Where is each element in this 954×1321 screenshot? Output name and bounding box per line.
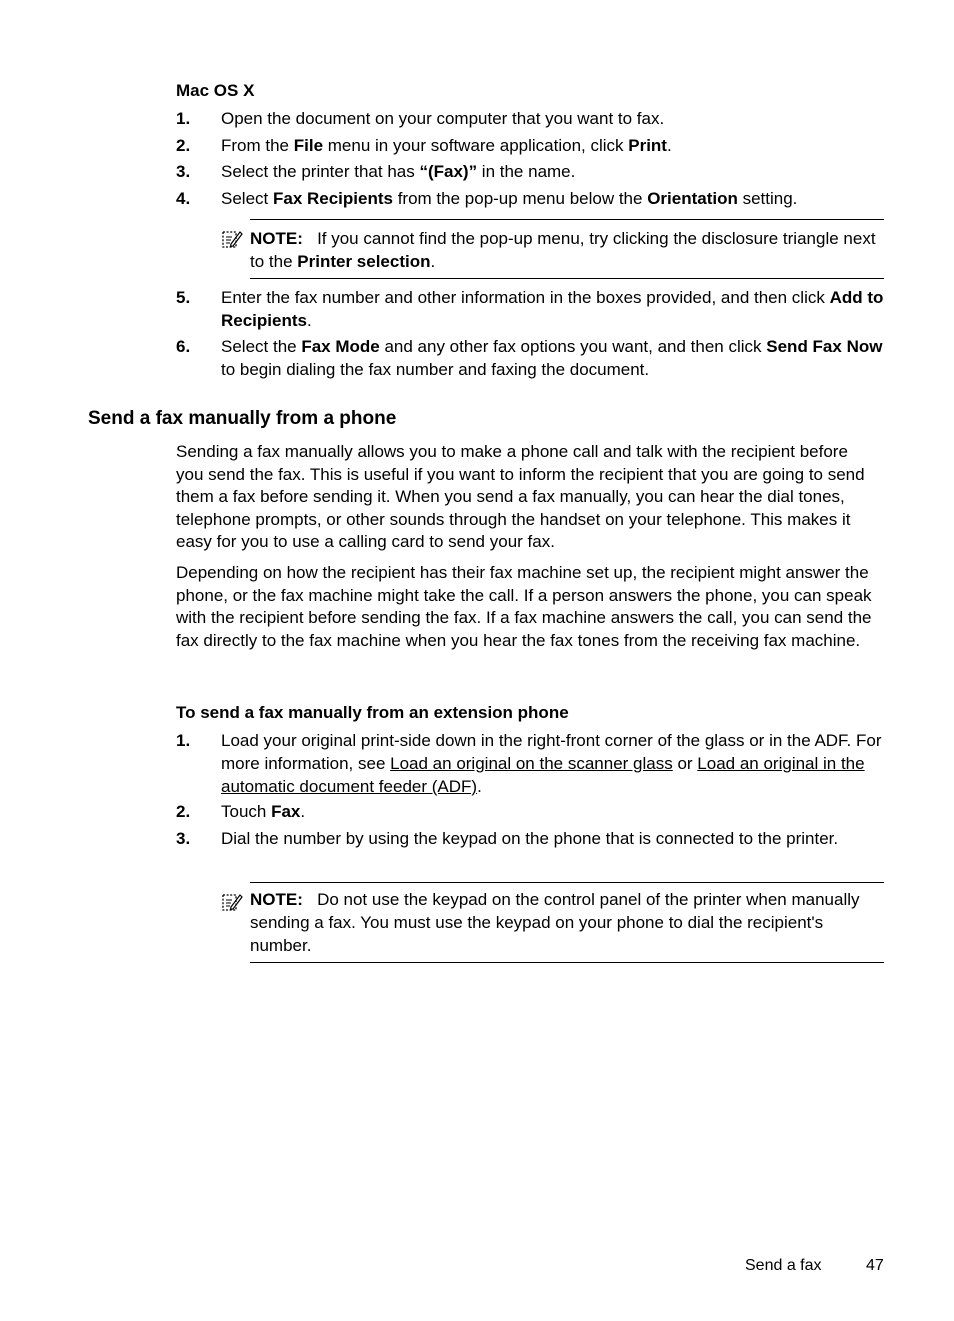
text-run: Load your original print-side down in the right-front corner of the glass or in the ADF. For more information, see	[221, 731, 882, 773]
note-bottom-rule	[250, 278, 884, 279]
text-run: Select the printer that has	[221, 162, 420, 181]
step-text	[221, 729, 886, 798]
step-number: 3.	[176, 162, 191, 181]
step-text	[221, 187, 886, 210]
text-run: Select the	[221, 337, 302, 356]
text-run: .	[430, 252, 436, 271]
note-text	[250, 227, 884, 273]
note-box-printer-selection	[218, 219, 886, 281]
step-text	[221, 827, 886, 850]
text-run: Enter the fax number and other information in the boxes provided, and then click	[221, 288, 830, 307]
footer-page-number: 47	[866, 1257, 884, 1274]
bold-term: Fax Recipients	[272, 189, 393, 208]
bold-term: Fax	[271, 802, 301, 821]
text-run: .	[306, 311, 312, 330]
bold-term: Send Fax Now	[766, 337, 883, 356]
bold-term: Orientation	[647, 189, 738, 208]
note-box-keypad	[218, 882, 886, 966]
note-pencil-icon	[221, 228, 243, 250]
note-label: NOTE:	[250, 890, 303, 909]
text-run: .	[477, 777, 482, 796]
text-run: Open the document on your computer that you want to fax.	[221, 109, 665, 128]
step-number: 2.	[176, 136, 191, 155]
step-number: 6.	[176, 337, 191, 356]
cross-reference-link[interactable]: Load an original on the scanner glass	[390, 754, 673, 773]
subheading-mac-os-x: Mac OS X	[176, 81, 255, 100]
note-label: NOTE:	[250, 229, 303, 248]
text-run: Do not use the keypad on the control panel of the printer when manually sending a fax. You must use the keypad on your phone to dial the recipient's number.	[250, 890, 860, 955]
step-text	[221, 134, 886, 157]
procedure-heading: To send a fax manually from an extension phone	[176, 703, 569, 722]
step-number: 2.	[176, 802, 191, 821]
note-body	[250, 890, 860, 955]
paragraph-intro: Sending a fax manually allows you to make a phone call and talk with the recipient before you send the fax. This is useful if you want to inform the recipient that you are going to send them a fax before sending it. When you send a fax manually, you can hear the dial tones, telephone prompts, or other sounds through the handset on your telephone. This makes it easy for you to use a calling card to send your fax.	[176, 442, 865, 551]
bold-term: “(Fax)”	[419, 162, 478, 181]
text-run: and any other fax options you want, and then click	[379, 337, 767, 356]
text-run: in the name.	[477, 162, 576, 181]
text-run: to begin dialing the fax number and faxing the document.	[221, 360, 650, 379]
text-run: From the	[221, 136, 294, 155]
bold-term: Fax Mode	[301, 337, 380, 356]
step-number: 3.	[176, 829, 191, 848]
note-top-rule	[250, 882, 884, 883]
note-pencil-icon	[221, 891, 243, 913]
note-text	[250, 888, 884, 957]
step-number: 1.	[176, 109, 191, 128]
bold-term: Printer selection	[297, 252, 431, 271]
bold-term: Print	[628, 136, 667, 155]
text-run: Select	[221, 189, 273, 208]
bold-term: File	[293, 136, 324, 155]
text-run: setting.	[737, 189, 798, 208]
step-text	[221, 335, 886, 381]
note-top-rule	[250, 219, 884, 220]
text-run: Touch	[221, 802, 272, 821]
text-run: menu in your software application, click	[323, 136, 629, 155]
text-run: If you cannot find the pop-up menu, try clicking the disclosure triangle next to the	[250, 229, 876, 271]
text-run: .	[300, 802, 306, 821]
text-run: from the pop-up menu below the	[392, 189, 648, 208]
step-number: 1.	[176, 731, 191, 750]
note-bottom-rule	[250, 962, 884, 963]
step-number: 5.	[176, 288, 191, 307]
step-text	[221, 286, 886, 332]
note-body	[250, 229, 876, 271]
text-run: .	[666, 136, 672, 155]
bold-term: Add to Recipients	[221, 288, 884, 330]
step-text	[221, 160, 886, 183]
text-run: Dial the number by using the keypad on the phone that is connected to the printer.	[221, 829, 839, 848]
footer-section-title: Send a fax	[745, 1257, 822, 1274]
cross-reference-link[interactable]: Load an original in the automatic document feeder (ADF)	[221, 754, 865, 796]
step-text	[221, 107, 886, 130]
step-text	[221, 800, 886, 823]
paragraph-recipient: Depending on how the recipient has their fax machine set up, the recipient might answer the phone, or the fax machine might take the call. If a person answers the phone, you can speak with the recipient before sending the fax. If a fax machine answers the call, you can send the fax directly to the fax machine when you hear the fax tones from the receiving fax machine.	[176, 563, 872, 650]
step-number: 4.	[176, 189, 191, 208]
section-heading: Send a fax manually from a phone	[88, 408, 397, 429]
text-run: or	[672, 754, 698, 773]
